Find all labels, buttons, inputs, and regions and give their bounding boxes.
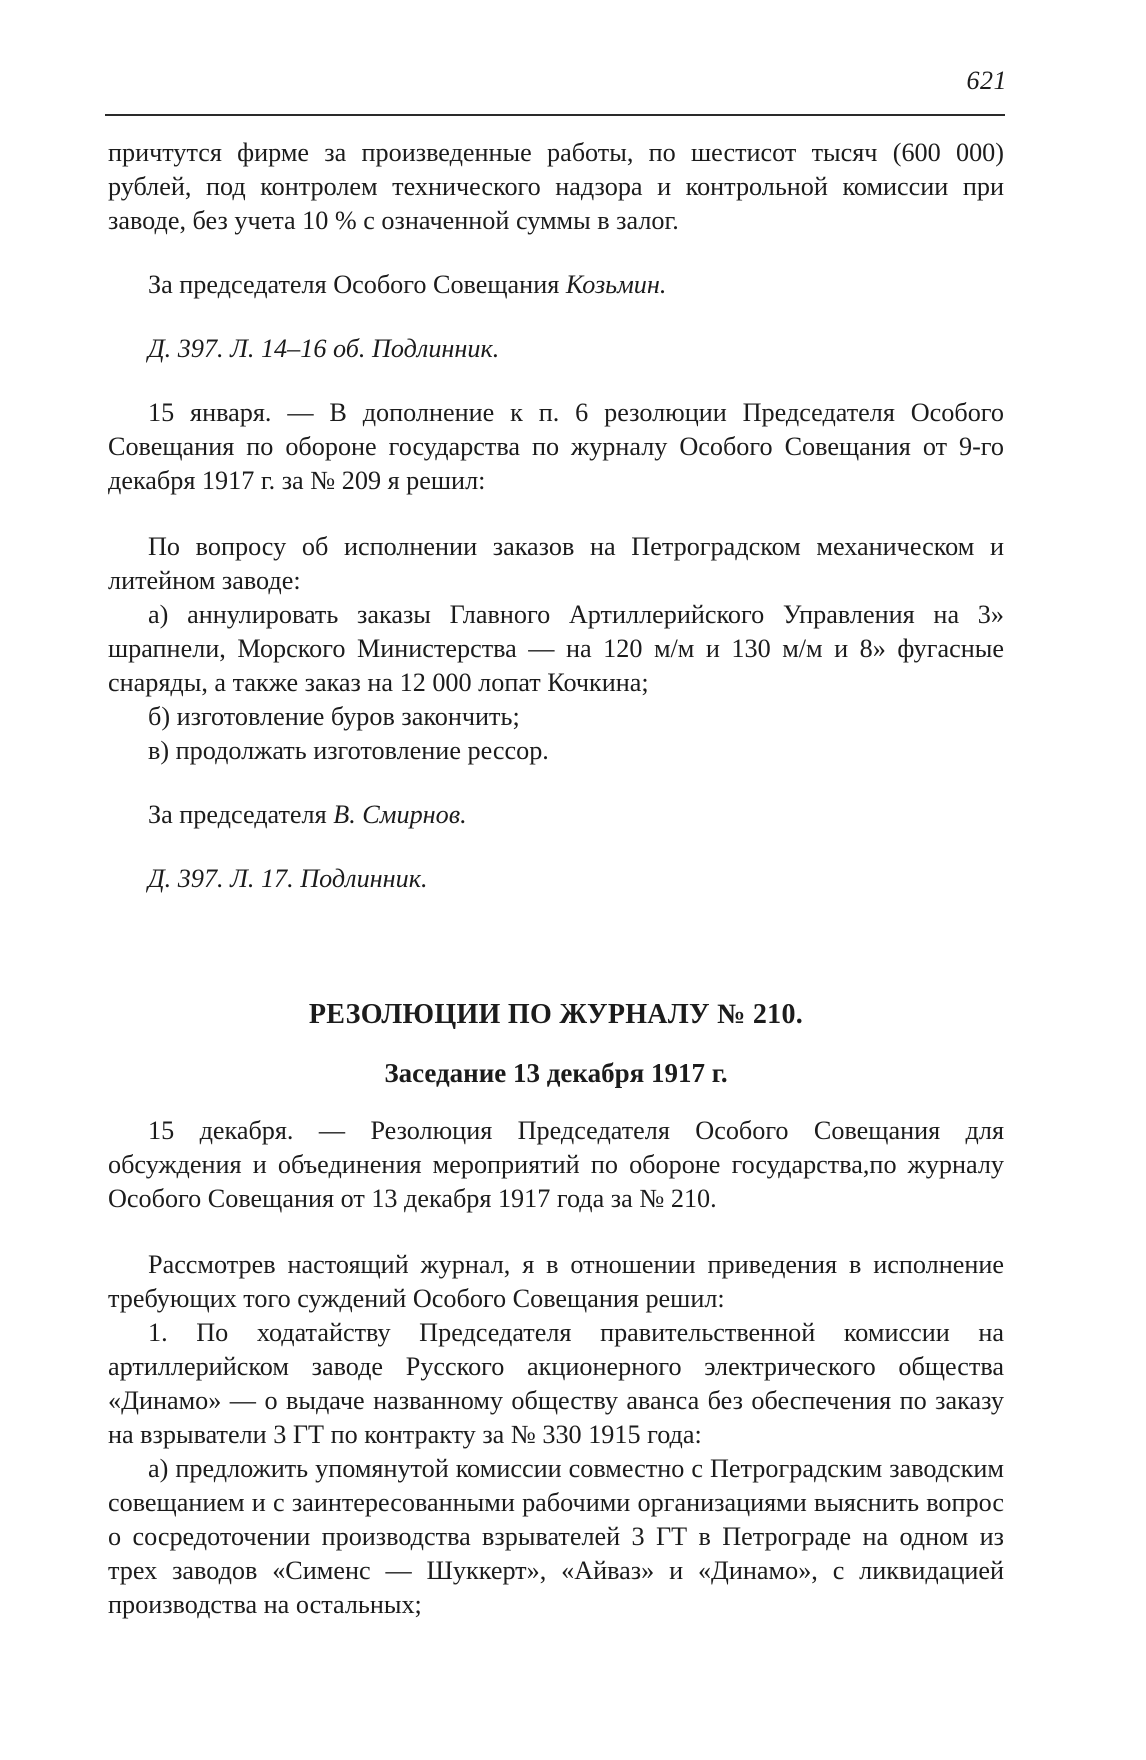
page-number: 621 [966,66,1007,95]
archive-reference: Д. 397. Л. 17. Подлинник. [148,864,428,893]
paragraph-january-15: 15 января. — В дополнение к п. 6 резолюции Председателя Особого Совещания по обороне государства по журналу Особого Совещания от 9-го декабря 1917 г. за № 209 я решил: [108,398,1004,495]
signature-prefix: За председателя Особого Совещания [148,270,566,299]
section-subheading: Заседание 13 декабря 1917 г. [384,1058,728,1088]
paragraph-december-15: 15 декабря. — Резолюция Председателя Особого Совещания для обсуждения и объединения мероприятий по обороне государства,по журналу Особого Совещания от 13 декабря 1917 года за № 210. [108,1116,1004,1213]
paragraph-continuation: причтутся фирме за произведенные работы, по шестисот тысяч (600 000) рублей, под контролем технического надзора и контрольной комиссии при заводе, без учета 10 % с означенной суммы в залог. [108,138,1004,235]
list-item-c: в) продолжать изготовление рессор. [148,736,549,765]
paragraph-resolution-intro: Рассмотрев настоящий журнал, я в отношении приведения в исполнение требующих того суждений Особого Совещания решил: [108,1250,1004,1313]
paragraph-orders-question: По вопросу об исполнении заказов на Петроградском механическом и литейном заводе: [108,532,1004,595]
list-item-1: 1. По ходатайству Председателя правительственной комиссии на артиллерийском заводе Русского акционерного электрического общества «Динамо» — о выдаче названному обществу аванса без обеспечения по заказу на взрыватели 3 ГТ по контракту за № 330 1915 года: [108,1318,1004,1449]
signature-name: Козьмин. [565,270,667,299]
list-item-a: а) аннулировать заказы Главного Артиллерийского Управления на 3» шрапнели, Морского Министерства — на 120 м/м и 130 м/м и 8» фугасные снаряды, а также заказ на 12 000 лопат Кочкина; [108,600,1004,697]
signature-prefix: За председателя [148,800,334,829]
list-item-b: б) изготовление буров закончить; [148,702,520,731]
list-item-1a: а) предложить упомянутой комиссии совместно с Петроградским заводским совещанием и с заинтересованными рабочими организациями выяснить вопрос о сосредоточении производства взрывателей 3 ГТ в Петрограде на одном из трех заводов «Сименс — Шуккерт», «Айваз» и «Динамо», с ликвидацией производства на остальных; [108,1454,1004,1619]
archive-reference: Д. 397. Л. 14–16 об. Подлинник. [148,334,500,363]
body-text [108,136,1004,1622]
signature-name: В. Смирнов. [333,800,467,829]
signature-line-kozmin [108,268,1004,302]
section-heading: РЕЗОЛЮЦИИ ПО ЖУРНАЛУ № 210. [308,999,804,1030]
header-rule [105,114,1005,116]
signature-line-smirnov [108,798,1004,832]
